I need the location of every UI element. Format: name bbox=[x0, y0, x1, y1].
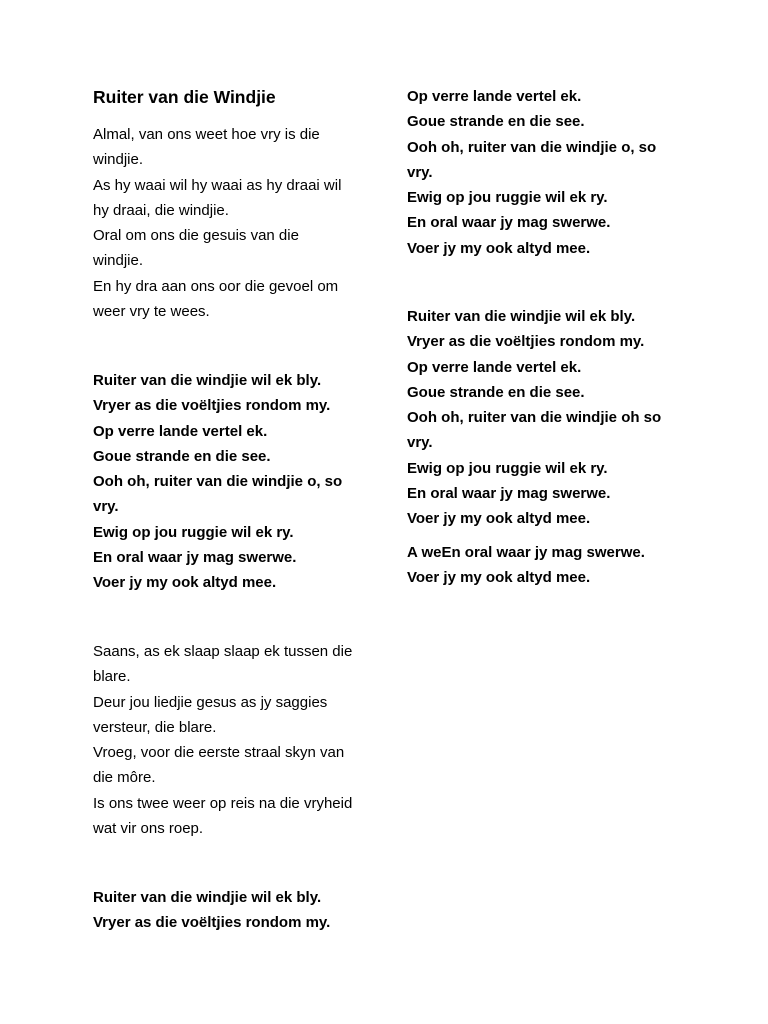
lyric-line: wat vir ons roep. bbox=[93, 820, 204, 838]
lyric-line: Is ons twee weer op reis na die vryheid bbox=[93, 794, 353, 812]
lyric-line: Voer jy my ook altyd mee. bbox=[407, 510, 591, 528]
lyric-line: vry. bbox=[407, 163, 433, 181]
lyric-line: Saans, as ek slaap slaap ek tussen die bbox=[93, 643, 353, 660]
lyric-line: die môre. bbox=[93, 769, 156, 787]
lyric-line: Ewig op jou ruggie wil ek ry. bbox=[93, 523, 294, 541]
lyric-line: Op verre lande vertel ek. bbox=[407, 88, 582, 105]
lyric-line: Goue strande en die see. bbox=[93, 447, 271, 465]
lyric-line: versteur, die blare. bbox=[93, 718, 217, 736]
lyric-line: Op verre lande vertel ek. bbox=[407, 358, 582, 376]
chorus-2-start bbox=[93, 885, 371, 936]
lyric-line: Goue strande en die see. bbox=[407, 113, 585, 131]
verse-2 bbox=[93, 639, 371, 841]
lyric-line: Ewig op jou ruggie wil ek ry. bbox=[407, 459, 608, 477]
lyric-line: windjie. bbox=[93, 252, 144, 270]
lyric-line: Vryer as die voëltjies rondom my. bbox=[93, 914, 331, 932]
lyric-line: Oral om ons die gesuis van die bbox=[93, 227, 299, 245]
lyric-line: Vryer as die voëltjies rondom my. bbox=[93, 397, 331, 415]
lyric-line: Voer jy my ook altyd mee. bbox=[407, 239, 591, 257]
lyric-line: hy draai, die windjie. bbox=[93, 201, 229, 219]
song-title: Ruiter van die Windjie bbox=[93, 87, 276, 107]
lyric-line: Ewig op jou ruggie wil ek ry. bbox=[407, 189, 608, 207]
chorus-3 bbox=[407, 304, 682, 532]
lyric-line: Ruiter van die windjie wil ek bly. bbox=[407, 308, 636, 325]
lyric-line: Vroeg, voor die eerste straal skyn van bbox=[93, 744, 345, 762]
lyric-line: Ooh oh, ruiter van die windjie oh so bbox=[407, 409, 662, 427]
lyric-line: Voer jy my ook altyd mee. bbox=[407, 569, 591, 587]
lyric-line: En oral waar jy mag swerwe. bbox=[407, 485, 611, 503]
chorus-2-continued bbox=[407, 84, 682, 261]
lyric-line: weer vry te wees. bbox=[93, 303, 210, 321]
lyric-line: Goue strande en die see. bbox=[407, 383, 585, 401]
lyric-line: vry. bbox=[407, 434, 433, 452]
outro bbox=[407, 540, 682, 591]
lyric-line: blare. bbox=[93, 668, 131, 686]
lyric-line: Ruiter van die windjie wil ek bly. bbox=[93, 372, 322, 389]
lyric-line: Op verre lande vertel ek. bbox=[93, 422, 268, 440]
lyric-line: A weEn oral waar jy mag swerwe. bbox=[407, 544, 645, 561]
lyric-line: Almal, van ons weet hoe vry is die bbox=[93, 126, 320, 143]
chorus-1 bbox=[93, 368, 371, 596]
lyric-line: En hy dra aan ons oor die gevoel om bbox=[93, 277, 339, 295]
lyric-line: En oral waar jy mag swerwe. bbox=[93, 549, 297, 567]
lyric-line: vry. bbox=[93, 498, 119, 516]
lyric-line: Ooh oh, ruiter van die windjie o, so bbox=[407, 138, 657, 156]
lyric-line: windjie. bbox=[93, 151, 144, 169]
lyric-line: Vryer as die voëltjies rondom my. bbox=[407, 333, 645, 351]
verse-1 bbox=[93, 122, 371, 324]
lyric-line: Voer jy my ook altyd mee. bbox=[93, 574, 277, 592]
lyric-line: As hy waai wil hy waai as hy draai wil bbox=[93, 176, 342, 194]
lyric-line: En oral waar jy mag swerwe. bbox=[407, 214, 611, 232]
lyric-line: Deur jou liedjie gesus as jy saggies bbox=[93, 693, 328, 711]
lyric-line: Ooh oh, ruiter van die windjie o, so bbox=[93, 473, 343, 491]
lyric-line: Ruiter van die windjie wil ek bly. bbox=[93, 889, 322, 906]
